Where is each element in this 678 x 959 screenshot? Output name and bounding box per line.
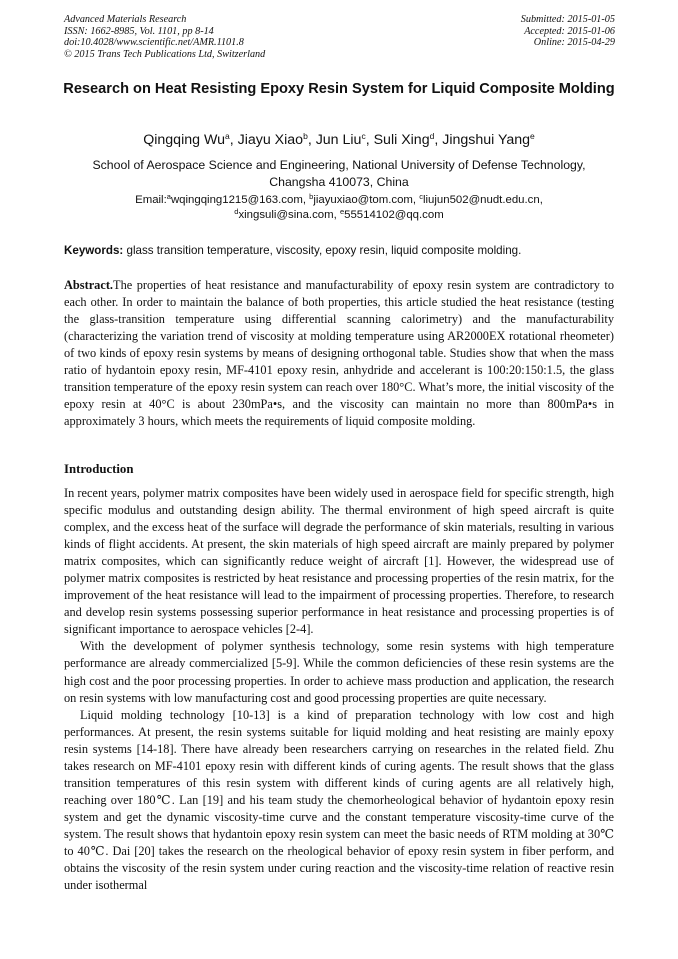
- abstract-text: The properties of heat resistance and manufacturability of epoxy resin system are contradictory to each other. In order to maintain the balance of both properties, this article studied the heat resistance (testing the glass-transition temperature using differential scanning calorimetry) and the manufacturability (characterizing the variation trend of viscosity at molding temperature using AR2000EX rotational rheometer) of two kinds of epoxy resin systems by means of designing orthogonal table. Studies show that when the mass ratio of hydantoin epoxy resin, MF-4101 epoxy resin, anhydride and accelerant is 100:20:150:1.5, the glass transition temperature of the epoxy resin system can reach over 180°C. What’s more, the initial viscosity of the epoxy resin at 40°C is about 230mPa•s, and the viscosity can maintain no more than 800mPa•s in approximately 3 hours, which meets the requirements of liquid composite molding.: [64, 278, 614, 429]
- journal-header-right: [521, 14, 615, 49]
- author: Suli Xing$^d$: [373, 131, 435, 148]
- affiliation: School of Aerospace Science and Engineering, National University of Defense Technology, Changsha 410073, China: [92, 158, 586, 189]
- author: Jingshui Yang$^e$: [442, 131, 535, 148]
- keywords: [64, 243, 616, 258]
- email-link[interactable]: xingsuli@sina.com: [238, 208, 334, 221]
- paragraph: With the development of polymer synthesis technology, some resin systems with high temperature performance are already commercialized [5-9]. While the common deficiencies of these resin systems are the high cost and the poor processing properties. In order to achieve mass production and application, the research on resin systems with low manufacturing cost and good processing properties are quite necessary.: [64, 639, 614, 705]
- author-list: Qingqing Wu$^a$, Jiayu Xiao$^b$, Jun Liu$^c$, Suli Xing$^d$, Jingshui Yang$^e$: [143, 131, 535, 148]
- keywords-label: Keywords:: [64, 244, 124, 257]
- paper-title: Research on Heat Resisting Epoxy Resin System for Liquid Composite Molding: [63, 81, 615, 97]
- abstract: [64, 277, 614, 430]
- paragraph: In recent years, polymer matrix composites have been widely used in aerospace field for specific strength, high specific modulus and outstanding design ability. The thermal environment of high speed aircraft is quite complex, and the excess heat of the surface will degrade the performance of skin materials, resulting in various kinds of flight accidents. At present, the skin materials of high speed aircraft are mainly prepared by polymer matrix composites, which can significantly reduce weight of aircraft [1]. However, the widespread use of polymer matrix composites is restricted by heat resistance and processing properties of the resin matrix, for the improvement of the heat resistance will lead to the impairment of processing properties. Therefore, to research and develop resin systems possessing superior performance in heat resistance and processing properties is of significant importance to aerospace vehicles [2-4].: [64, 486, 614, 637]
- journal-name: Advanced Materials Research: [64, 14, 187, 25]
- submitted-date: Submitted: 2015-01-05: [520, 14, 615, 25]
- author: Jun Liu$^c$: [315, 131, 366, 148]
- online-date: Online: 2015-04-29: [533, 37, 615, 49]
- author: Jiayu Xiao$^b$: [237, 131, 308, 148]
- author: Qingqing Wu$^a$: [143, 131, 230, 148]
- journal-header-left: [64, 14, 265, 60]
- email-link[interactable]: wqingqing1215@163.com: [170, 194, 303, 206]
- abstract-label: Abstract.: [64, 278, 114, 292]
- copyright-line: © 2015 Trans Tech Publications Ltd, Switzerland: [64, 48, 266, 60]
- email-link[interactable]: jiayuxiao@tom.com: [313, 194, 413, 206]
- paragraph: Liquid molding technology [10-13] is a kind of preparation technology with low cost and high performances. At present, the resin systems suitable for liquid molding and heat resisting are mainly epoxy resin systems [14-18]. There have already been researchers carrying on researches in the related field. Zhu takes research on MF-4101 epoxy resin with different kinds of curing agents. The result shows that the glass transition temperatures of this resin system with different kinds of curing agents are all relatively high, reaching over 180℃. Lan [19] and his team study the chemorheological behavior of hydantoin epoxy resin system and get the dynamic viscosity-time curve and the constant temperature viscosity-time curve of the system. The result shows that hydantoin epoxy resin system can meet the basic needs of RTM molding at 30℃ to 40℃. Dai [20] takes the research on the rheological behavior of epoxy resin system in fiber perform, and obtains the viscosity of the resin system under curing reaction and the viscosity-time relation of reactive resin under isothermal: [64, 707, 614, 893]
- email-link[interactable]: liujun502@nudt.edu.cn: [423, 194, 540, 206]
- issn-line: ISSN: 1662-8985, Vol. 1101, pp 8-14: [64, 25, 214, 37]
- introduction-body: [64, 485, 614, 894]
- email-link[interactable]: 55514102@qq.com: [344, 208, 444, 221]
- author-emails: Email:$^a$wqingqing1215@163.com, $^b$jiayuxiao@tom.com, $^c$liujun502@nudt.edu.cn, $^d$xingsuli@sina.com, $^e$55514102@qq.com: [135, 192, 543, 221]
- section-heading: Introduction: [64, 462, 134, 476]
- doi-line[interactable]: doi:10.4028/www.scientific.net/AMR.1101.8: [64, 37, 244, 49]
- keywords-text: glass transition temperature, viscosity, epoxy resin, liquid composite molding.: [126, 244, 522, 257]
- accepted-date: Accepted: 2015-01-06: [524, 25, 615, 37]
